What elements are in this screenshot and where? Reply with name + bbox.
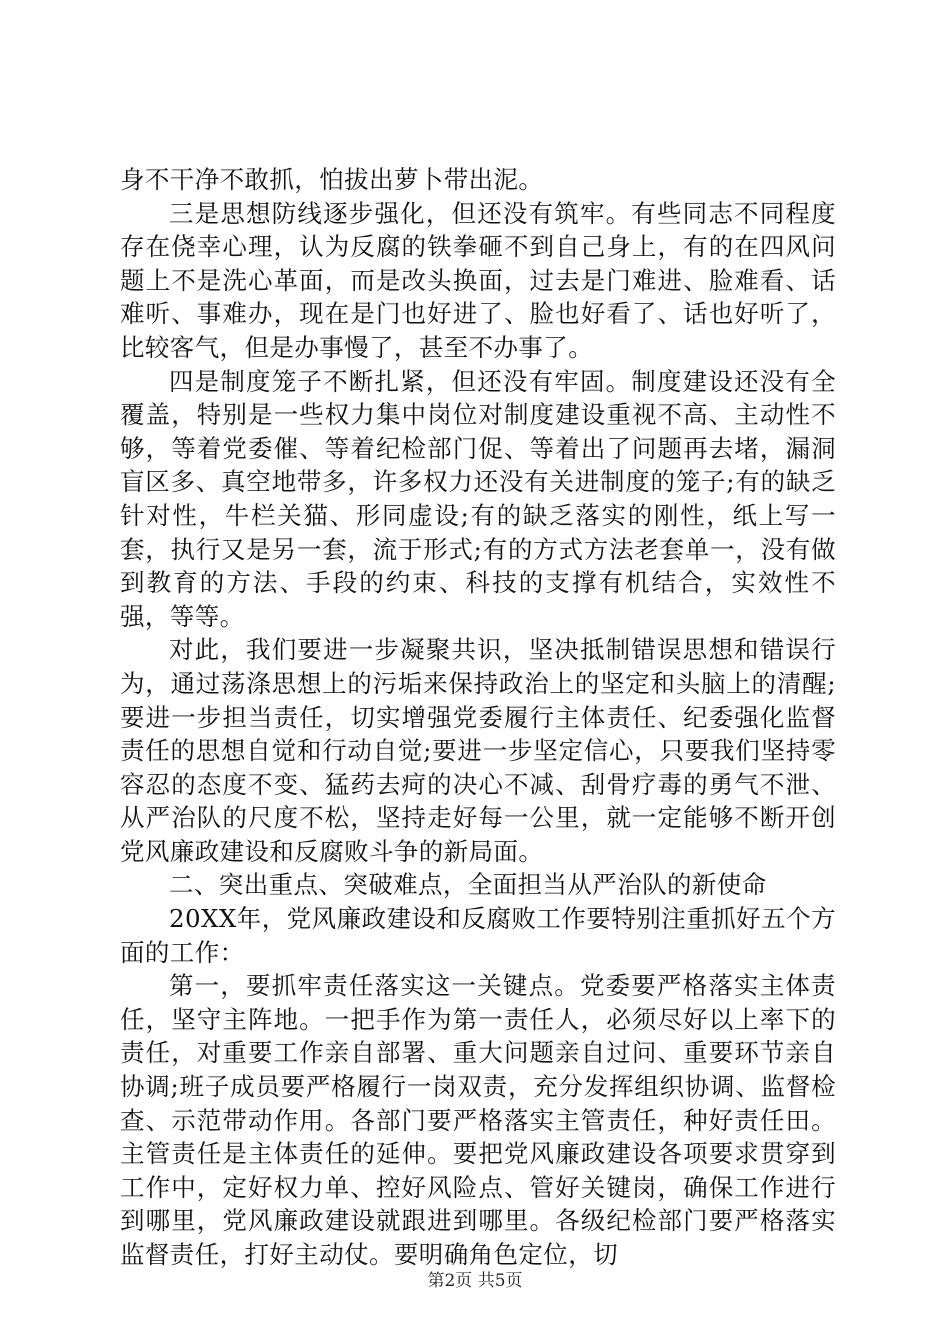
paragraph-five-aspects-intro: 20XX年，党风廉政建设和反腐败工作要特别注重抓好五个方面的工作： xyxy=(120,904,836,967)
paragraph-ideological-defense: 三是思想防线逐步强化，但还没有筑牢。有些同志不同程度存在侥幸心理，认为反腐的铁拳砸不到自己身上，有的在四风问题上不是洗心革面，而是改头换面，过去是门难进、脸难看、话难听、事难办，现在是门也好进了、脸也好看了、话也好听了，比较客气，但是办事慢了，甚至不办事了。 xyxy=(120,198,836,362)
paragraph-institutional-cage: 四是制度笼子不断扎紧，但还没有牢固。制度建设还没有全覆盖，特别是一些权力集中岗位对制度建设重视不高、主动性不够，等着党委催、等着纪检部门促、等着出了问题再去堵，漏洞盲区多、真空地带多，许多权力还没有关进制度的笼子;有的缺乏针对性，牛栏关猫、形同虚设;有的缺乏落实的刚性，纸上写一套，执行又是另一套，流于形式;有的方式方法老套单一，没有做到教育的方法、手段的约束、科技的支撑有机结合，实效性不强，等等。 xyxy=(120,366,836,631)
page-number: 第2页 共5页 xyxy=(427,1271,523,1291)
paragraph-continuation: 身不干净不敢抓，怕拔出萝卜带出泥。 xyxy=(120,165,544,194)
document-body xyxy=(120,163,836,1272)
section-heading-2: 二、突出重点、突破难点，全面担当从严治队的新使命 xyxy=(169,870,767,900)
paragraph-response: 对此，我们要进一步凝聚共识，坚决抵制错误思想和错误行为，通过荡涤思想上的污垢来保持政治上的坚定和头脑上的清醒;要进一步担当责任，切实增强党委履行主体责任、纪委强化监督责任的思想自觉和行动自觉;要进一步坚定信心，只要我们坚持零容忍的态度不变、猛药去疴的决心不减、刮骨疗毒的勇气不泄、从严治队的尺度不松，坚持走好每一公里，就一定能够不断开创党风廉政建设和反腐败斗争的新局面。 xyxy=(120,635,836,866)
paragraph-first-point: 第一，要抓牢责任落实这一关键点。党委要严格落实主体责任，坚守主阵地。一把手作为第一责任人，必须尽好以上率下的责任，对重要工作亲自部署、重大问题亲自过问、重要环节亲自协调;班子成员要严格履行一岗双责，充分发挥组织协调、监督检查、示范带动作用。各部门要严格落实主管责任，种好责任田。主管责任是主体责任的延伸。要把党风廉政建设各项要求贯穿到工作中，定好权力单、控好风险点、管好关键岗，确保工作进行到哪里，党风廉政建设就跟进到哪里。各级纪检部门要严格落实监督责任，打好主动仗。要明确角色定位，切 xyxy=(120,971,836,1269)
